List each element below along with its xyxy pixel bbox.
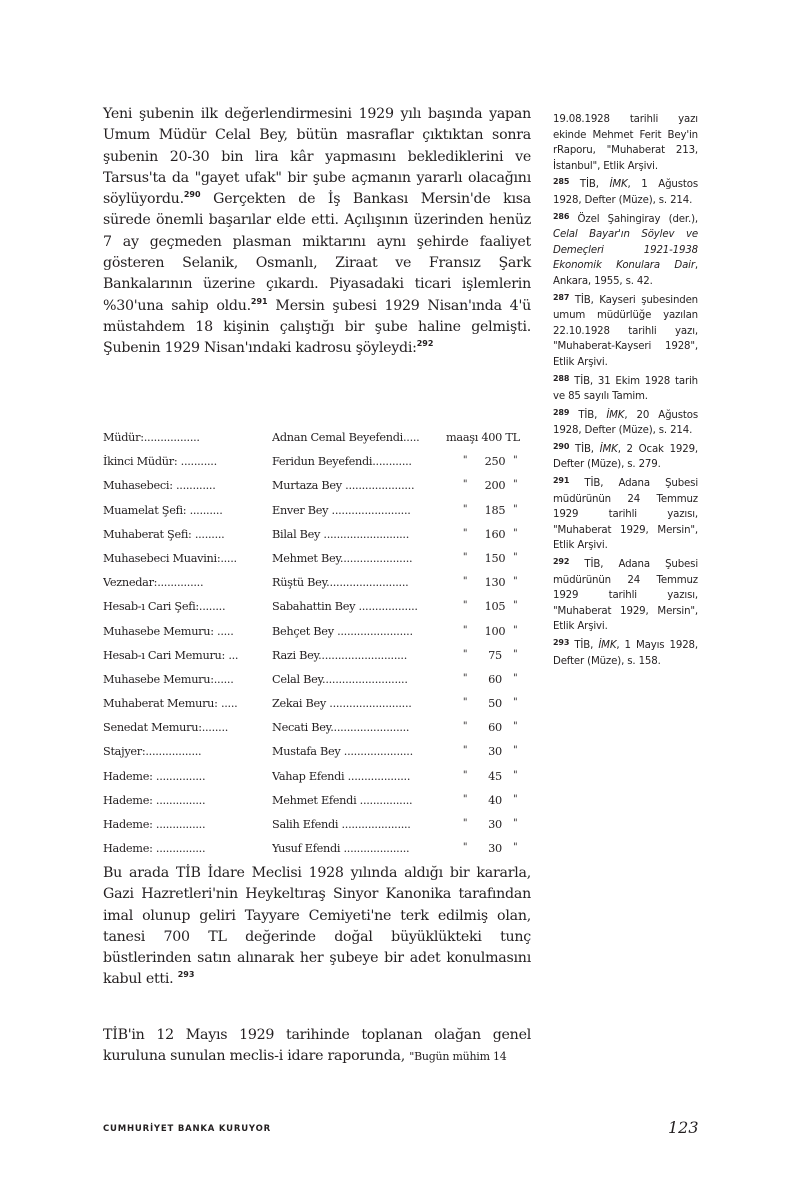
table-row <box>103 745 533 769</box>
footnote-text: , 2 Ocak 1929, Defter (Müze), s. 279. <box>553 443 698 471</box>
footnote-text: TİB, <box>569 409 607 421</box>
table-row <box>103 600 533 624</box>
paragraph-intro <box>103 104 531 360</box>
salary-unit: " <box>513 842 518 854</box>
ditto-mark: " <box>462 624 468 636</box>
ditto-mark: " <box>462 818 468 829</box>
footnote-text: , 20 Ağustos 1928, Defter (Müze), s. 214. <box>553 409 698 437</box>
table-row <box>103 528 533 552</box>
position-title: Muhasebeci Muavini:..... <box>103 551 237 565</box>
ditto-mark: " <box>462 455 468 467</box>
salary: 30 <box>488 842 502 856</box>
footnote <box>553 174 698 208</box>
footnote <box>553 209 698 290</box>
paragraph-text: Yeni şubenin ilk değerlendirmesini 1929 yılı başında yapan Umum Müdür Celal Bey, bütün masraflar çıktıktan sonra şubenin 20-30 bin lira kâr yapmasını beklediklerini ve Tarsus'ta da "gayet ufak" bir şube açmanın yararlı olacağını söylüyordu. <box>103 106 531 208</box>
ditto-mark: " <box>462 600 468 612</box>
salary-unit: " <box>513 818 518 829</box>
footnote-number: 291 <box>553 476 570 486</box>
footnote-number: 292 <box>553 557 570 567</box>
employee-name: Enver Bey ........................ <box>272 503 411 517</box>
footnote-number: 293 <box>553 638 570 647</box>
table-row <box>103 697 533 721</box>
ditto-mark: " <box>462 503 468 515</box>
ditto-mark: " <box>462 672 468 684</box>
employee-name: Murtaza Bey ..................... <box>272 479 415 493</box>
table-row <box>103 431 533 455</box>
employee-name: Behçet Bey ....................... <box>272 624 413 638</box>
table-row <box>103 649 533 673</box>
salary: 130 <box>484 576 506 590</box>
running-title: CUMHURİYET BANKA KURUYOR <box>103 1124 271 1134</box>
footnote-text: TİB, Adana Şubesi müdürünün 24 Temmuz 1929 tarihli yazısı, "Muhaberat 1929, Mersin", Etlik Arşivi. <box>553 559 698 633</box>
salary-unit: " <box>513 672 518 684</box>
salary-unit: " <box>513 527 518 539</box>
page-number: 123 <box>668 1118 699 1137</box>
footnote-text: İMK <box>598 640 617 651</box>
position-title: Hademe: ............... <box>103 842 206 856</box>
employee-name: Mustafa Bey ..................... <box>272 745 413 759</box>
position-title: Müdür:................. <box>103 431 200 444</box>
position-title: Senedat Memuru:........ <box>103 721 229 735</box>
salary: 40 <box>488 793 502 807</box>
footnote-text: TİB, <box>569 179 610 191</box>
salary-unit: " <box>513 793 518 805</box>
salary: 100 <box>484 624 506 638</box>
table-row <box>103 552 533 576</box>
employee-name: Feridun Beyefendi............ <box>272 455 412 469</box>
salary: 105 <box>484 600 506 614</box>
position-title: Hademe: ............... <box>103 818 206 831</box>
employee-name: Rüştü Bey......................... <box>272 576 409 590</box>
footnote-ref[interactable]: 291 <box>250 296 268 306</box>
employee-name: Celal Bey.......................... <box>272 672 408 686</box>
footnote-number: 290 <box>553 441 570 451</box>
table-row <box>103 818 533 842</box>
salary: 50 <box>488 697 502 711</box>
footnote <box>553 371 698 405</box>
quote-text: "Bugün mühim 14 <box>409 1050 507 1064</box>
footnote <box>553 635 698 669</box>
employee-name: Razi Bey........................... <box>272 648 407 662</box>
ditto-mark: " <box>462 769 468 781</box>
footnote-ref[interactable]: 293 <box>177 970 195 980</box>
footnote-number: 288 <box>553 373 570 383</box>
ditto-mark: " <box>462 576 468 588</box>
footnote <box>553 290 698 371</box>
ditto-mark: " <box>462 745 468 757</box>
ditto-mark: " <box>462 479 468 491</box>
table-row <box>103 576 533 600</box>
salary-unit: " <box>513 745 518 757</box>
salary-unit: " <box>513 624 518 636</box>
ditto-mark: " <box>462 648 468 660</box>
employee-name: Vahap Efendi ................... <box>272 769 411 783</box>
footnote-text: İMK <box>609 179 628 191</box>
footnote-number: 286 <box>553 211 570 221</box>
salary-unit: " <box>513 551 518 563</box>
footnote-text: İMK <box>599 443 618 455</box>
paragraph-busts <box>103 863 531 991</box>
salary: maaşı 400 TL <box>446 431 520 444</box>
footnote-text: , 1 Mayıs 1928, Defter (Müze), s. 158. <box>553 640 698 667</box>
salary: 250 <box>484 455 506 469</box>
salary-unit: " <box>513 576 518 588</box>
paragraph-text: TİB'in 12 Mayıs 1929 tarihinde toplanan olağan genel kuruluna sunulan meclis-i idare raporunda, <box>103 1027 531 1065</box>
salary-unit: " <box>513 455 518 467</box>
employee-name: Bilal Bey .......................... <box>272 527 409 541</box>
salary: 75 <box>488 648 502 662</box>
employee-name: Yusuf Efendi .................... <box>272 842 410 856</box>
footnotes-column <box>553 112 698 669</box>
footnote-text: , 1 Ağustos 1928, Defter (Müze), s. 214. <box>553 179 698 206</box>
salary: 150 <box>484 551 506 565</box>
employee-name: Sabahattin Bey .................. <box>272 600 418 614</box>
footnote <box>553 112 698 174</box>
employee-name: Mehmet Efendi ................ <box>272 793 413 807</box>
ditto-mark: " <box>462 793 468 805</box>
salary: 30 <box>488 745 502 759</box>
ditto-mark: " <box>462 842 468 854</box>
table-row <box>103 794 533 818</box>
position-title: Hesab-ı Cari Memuru: ... <box>103 648 239 662</box>
employee-name: Mehmet Bey...................... <box>272 551 413 565</box>
position-title: Stajyer:................. <box>103 745 202 759</box>
position-title: Muamelat Şefi: .......... <box>103 503 223 517</box>
ditto-mark: " <box>462 527 468 539</box>
position-title: Hesab-ı Cari Şefi:........ <box>103 600 226 614</box>
salary: 60 <box>488 672 502 686</box>
position-title: Hademe: ............... <box>103 769 206 783</box>
table-row <box>103 721 533 745</box>
employee-name: Adnan Cemal Beyefendi..... <box>272 431 420 444</box>
salary-unit: " <box>513 697 518 709</box>
footnote-text: Celal Bayar'ın Söylev ve Demeçleri 1921-1938 Ekonomik Konulara Dair <box>553 229 698 272</box>
table-row <box>103 673 533 697</box>
salary-unit: " <box>513 503 518 515</box>
footnote-text: TİB, Adana Şubesi müdürünün 24 Temmuz 1929 tarihli yazısı, "Muhaberat 1929, Mersin", Etlik Arşivi. <box>553 478 698 552</box>
ditto-mark: " <box>462 721 468 733</box>
table-row <box>103 455 533 479</box>
table-row <box>103 479 533 503</box>
footnote-ref[interactable]: 290 <box>183 190 201 200</box>
paragraph-general-assembly <box>103 1025 531 1068</box>
footnote <box>553 405 698 439</box>
position-title: Hademe: ............... <box>103 793 206 807</box>
footnote-number: 289 <box>553 407 570 417</box>
paragraph-text: Mersin şubesi 1929 Nisan'ında 4'ü müstahdem 18 kişinin çalıştığı bir şube haline gelmişti. Şubenin 1929 Nisan'ındaki kadrosu şöyleydi: <box>103 297 531 357</box>
ditto-mark: " <box>462 551 468 563</box>
footnote-ref[interactable]: 292 <box>416 339 434 349</box>
salary-unit: " <box>513 769 518 781</box>
salary-unit: " <box>513 721 518 733</box>
employee-name: Necati Bey........................ <box>272 721 410 735</box>
employee-name: Salih Efendi ..................... <box>272 818 411 831</box>
salary: 185 <box>484 503 506 517</box>
ditto-mark: " <box>462 697 468 709</box>
table-row <box>103 625 533 649</box>
salary: 45 <box>488 769 502 783</box>
table-row <box>103 504 533 528</box>
paragraph-text: Bu arada TİB İdare Meclisi 1928 yılında aldığı bir kararla, Gazi Hazretleri'nin Heykeltıraş Sinyor Kanonika tarafından imal olunup geliri Tayyare Cemiyeti'ne terk edilmiş olan, tanesi 700 TL değerinde doğal büyüklükteki tunç büstlerinden satın alınarak her şubeye bir adet konulmasını kabul etti. <box>103 865 531 988</box>
footnote-text: TİB, <box>569 443 600 455</box>
footnote <box>553 439 698 473</box>
salary: 60 <box>488 721 502 735</box>
position-title: İkinci Müdür: ........... <box>103 455 217 469</box>
position-title: Muhasebe Memuru:...... <box>103 672 234 686</box>
salary-unit: " <box>513 600 518 612</box>
salary: 200 <box>484 479 506 493</box>
position-title: Muhaberat Memuru: ..... <box>103 697 238 711</box>
salary-unit: " <box>513 479 518 491</box>
paragraph-text: Gerçekten de İş Bankası Mersin'de kısa sürede önemli başarılar elde etti. Açılışının üzerinden henüz 7 ay geçmeden plasman miktarını aynı şehirde faaliyet gösteren Selanik, Osmanlı, Ziraat ve Fransız Şark Bankalarının üzerine çıkardı. Piyasadaki ticari işlemlerin %30'una sahip oldu. <box>103 191 531 314</box>
footnote-text: , Ankara, 1955, s. 42. <box>553 260 698 287</box>
position-title: Veznedar:.............. <box>103 576 204 590</box>
footnote-text: TİB, 31 Ekim 1928 tarih ve 85 sayılı Tamim. <box>553 375 698 403</box>
salary: 160 <box>484 527 506 541</box>
footnote <box>553 473 698 554</box>
salary-unit: " <box>513 648 518 660</box>
footnote-text: TİB, Kayseri şubesinden umum müdürlüğe yazılan 22.10.1928 tarihli yazı, "Muhaberat-Kayseri 1928", Etlik Arşivi. <box>553 294 698 368</box>
salary: 30 <box>488 818 502 831</box>
position-title: Muhasebeci: ............ <box>103 479 216 493</box>
footnote-text: TİB, <box>569 640 599 651</box>
table-row <box>103 770 533 794</box>
staff-table <box>103 431 533 866</box>
position-title: Muhaberat Şefi: ......... <box>103 527 225 541</box>
employee-name: Zekai Bey ......................... <box>272 697 412 711</box>
footnote-text: İMK <box>606 409 625 421</box>
footnote-text: 19.08.1928 tarihli yazı ekinde Mehmet Ferit Bey'in rRaporu, "Muhaberat 213, İstanbul", Etlik Arşivi. <box>553 114 698 172</box>
footnote-number: 287 <box>553 292 570 302</box>
position-title: Muhasebe Memuru: ..... <box>103 624 234 638</box>
footnote <box>553 554 698 635</box>
footnote-number: 285 <box>553 177 570 187</box>
footnote-text: Özel Şahingiray (der.), <box>569 213 698 225</box>
